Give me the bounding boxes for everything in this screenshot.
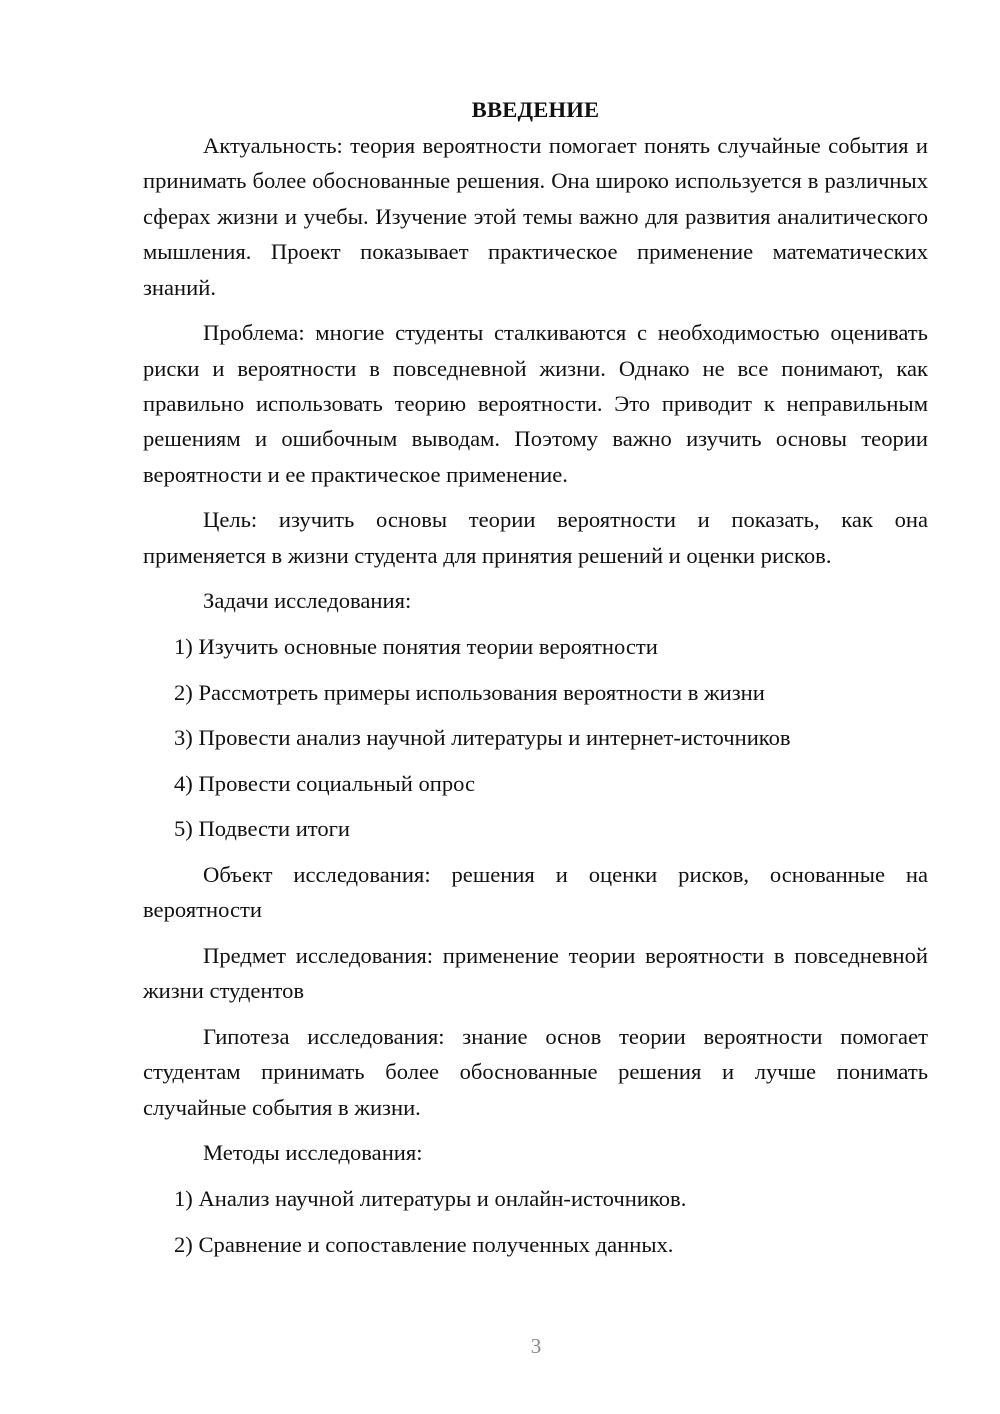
subject-paragraph: Предмет исследования: применение теории вероятности в повседневной жизни студентов [143, 943, 928, 1004]
document-body [143, 92, 928, 1272]
list-item: 2) Рассмотреть примеры использования вероятности в жизни [174, 679, 765, 705]
methods-label: Методы исследования: [203, 1140, 423, 1166]
hypothesis-paragraph: Гипотеза исследования: знание основ теории вероятности помогает студентам принимать более обоснованные решения и лучше понимать случайные события в жизни. [143, 1024, 928, 1120]
problem-paragraph: Проблема: многие студенты сталкиваются с необходимостью оценивать риски и вероятности в повседневной жизни. Однако не все понимают, как правильно использовать теорию вероятности. Это приводит к неправильным решениям и ошибочным выводам. Поэтому важно изучить основы теории вероятности и ее практическое применение. [143, 320, 928, 487]
list-item: 3) Провести анализ научной литературы и интернет-источников [174, 725, 791, 751]
section-title: ВВЕДЕНИЕ [471, 97, 600, 122]
tasks-list [143, 629, 928, 847]
list-item: 2) Сравнение и сопоставление полученных данных. [174, 1231, 674, 1257]
page-number: 3 [530, 1334, 542, 1358]
methods-list [143, 1181, 928, 1262]
list-item: 5) Подвести итоги [174, 816, 351, 842]
list-item: 1) Анализ научной литературы и онлайн-источников. [174, 1186, 687, 1211]
goal-paragraph: Цель: изучить основы теории вероятности и показать, как она применяется в жизни студента для принятия решений и оценки рисков. [143, 507, 928, 568]
list-item: 4) Провести социальный опрос [174, 770, 476, 796]
list-item: 1) Изучить основные понятия теории вероятности [174, 634, 658, 660]
object-paragraph: Объект исследования: решения и оценки рисков, основанные на вероятности [143, 862, 928, 923]
relevance-paragraph: Актуальность: теория вероятности помогает понять случайные события и принимать более обоснованные решения. Она широко используется в различных сферах жизни и учебы. Изучение этой темы важно для развития аналитического мышления. Проект показывает практическое применение математических знаний. [143, 133, 928, 300]
tasks-label: Задачи исследования: [203, 588, 412, 614]
